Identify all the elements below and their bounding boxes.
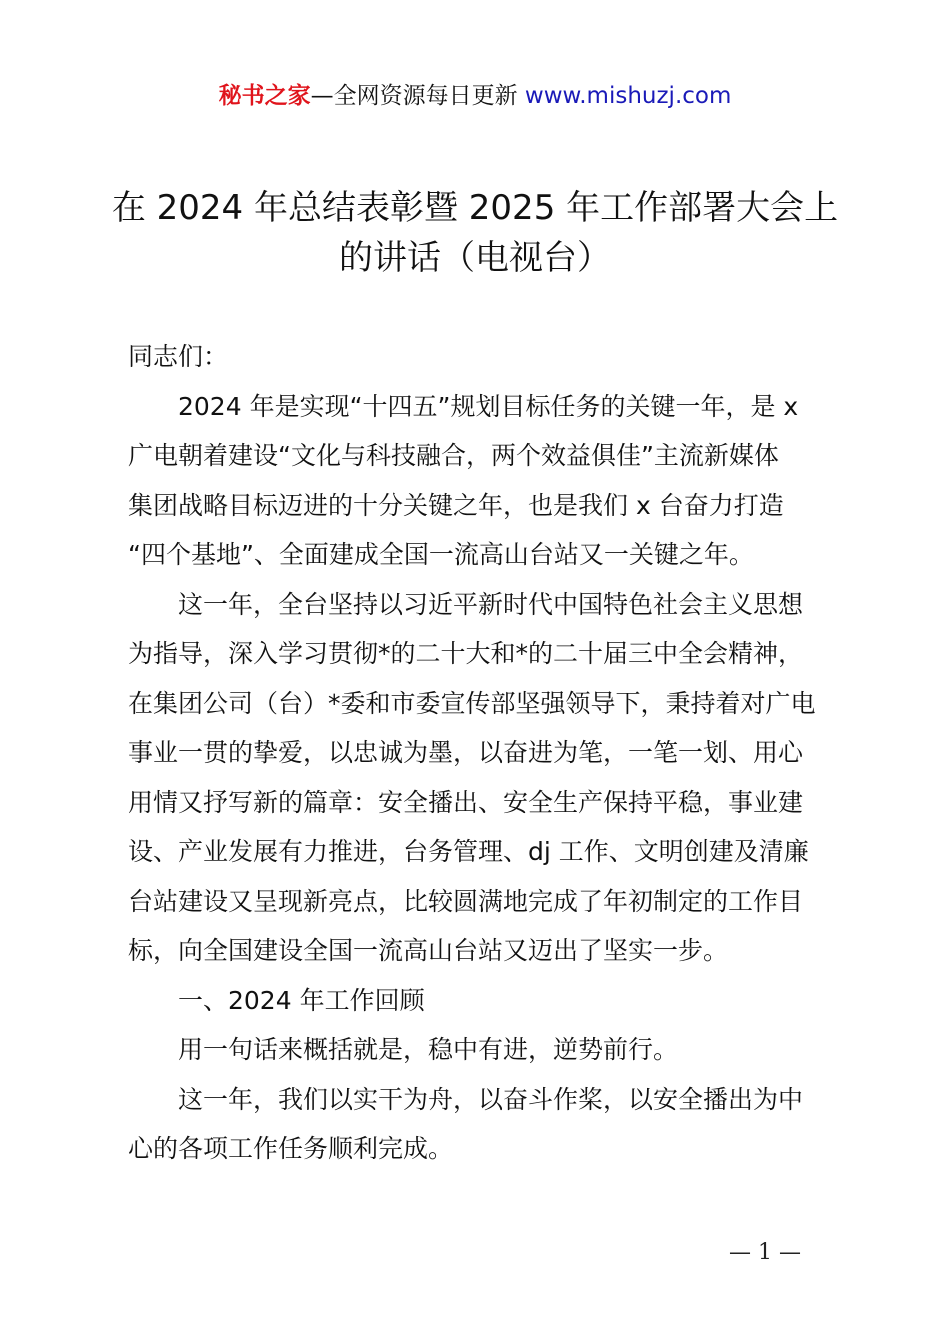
paragraph-4-line: 心的各项工作任务顺利完成。: [128, 1134, 454, 1163]
header-tagline: —全网资源每日更新: [310, 83, 525, 109]
paragraph-2-line: 台站建设又呈现新亮点，比较圆满地完成了年初制定的工作目: [128, 886, 804, 916]
paragraph-2-line: 事业一贯的挚爱，以忠诚为墨，以奋进为笔，一笔一划、用心: [128, 738, 804, 767]
paragraph-2-line: 在集团公司（台）*委和市委宣传部坚强领导下，秉持着对广电: [128, 688, 816, 718]
document-title: [110, 183, 840, 283]
page-number: — 1 —: [729, 1240, 801, 1265]
paragraph-2-line: 这一年，全台坚持以习近平新时代中国特色社会主义思想: [178, 589, 804, 619]
paragraph-4-line: 这一年，我们以实干为舟，以奋斗作桨，以安全播出为中: [178, 1084, 804, 1114]
paragraph-3: 用一句话来概括就是，稳中有进，逆势前行。: [178, 1035, 679, 1064]
paragraph-1-line: 集团战略目标迈进的十分关键之年，也是我们 x 台奋力打造: [128, 490, 784, 520]
title-line-2: 的讲话（电视台）: [339, 238, 611, 278]
section-heading-1: 一、2024 年工作回顾: [178, 985, 425, 1015]
brand-name: 秘书之家: [218, 83, 311, 109]
site-header: [0, 80, 950, 112]
paragraph-2-line: 设、产业发展有力推进，台务管理、dj 工作、文明创建及清廉: [128, 837, 809, 866]
paragraph-2-line: 标，向全国建设全国一流高山台站又迈出了坚实一步。: [128, 936, 729, 965]
paragraph-1-line: 2024 年是实现“十四五”规划目标任务的关键一年，是 x: [178, 391, 799, 421]
paragraph-1-line: 广电朝着建设“文化与科技融合，两个效益俱佳”主流新媒体: [128, 441, 779, 470]
paragraph-1-line: “四个基地”、全面建成全国一流高山台站又一关键之年。: [128, 540, 754, 569]
salutation: 同志们：: [128, 342, 229, 371]
document-body: [128, 332, 833, 1174]
site-url-link[interactable]: www.mishuzj.com: [524, 83, 732, 109]
paragraph-2-line: 为指导，深入学习贯彻*的二十大和*的二十届三中全会精神，: [128, 639, 804, 668]
paragraph-2-line: 用情又抒写新的篇章：安全播出、安全生产保持平稳，事业建: [128, 787, 804, 817]
title-line-1: 在 2024 年总结表彰暨 2025 年工作部署大会上: [111, 188, 839, 228]
